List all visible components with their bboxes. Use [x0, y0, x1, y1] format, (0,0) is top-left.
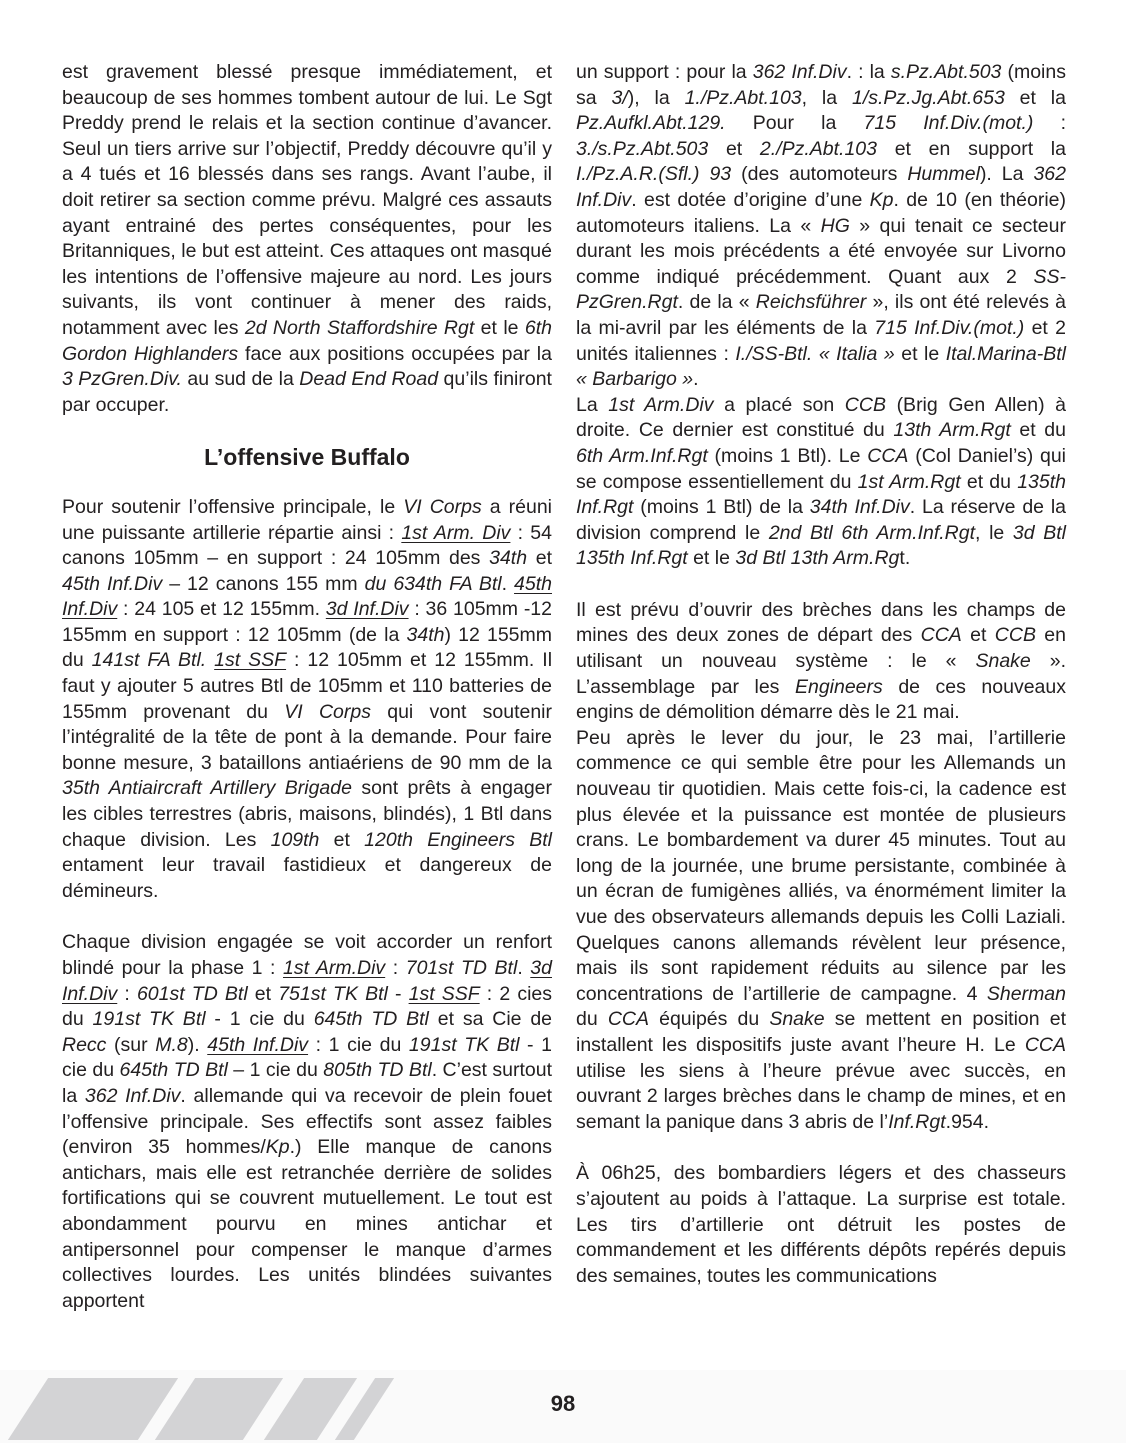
right-column — [576, 60, 1066, 1289]
paragraph: Pour soutenir l’offensive principale, le VI Corps a réuni une puissante artillerie répartie ainsi : 1st Arm. Div : 54 canons 105mm – en support : 24 105mm des 34th et 45th Inf.Div – 12 canons 155 mm du 634th FA Btl. 45th Inf.Div : 24 105 et 12 155mm. 3d Inf.Div : 36 105mm -12 155mm en support : 12 105mm (de la 34th) 12 155mm du 141st FA Btl. 1st SSF : 12 105mm et 12 155mm. Il faut y ajouter 5 autres Btl de 105mm et 110 batteries de 155mm provenant du VI Corps qui vont soutenir l’intégralité de la tête de pont à la demande. Pour faire bonne mesure, 3 bataillons antiaériens de 90 mm de la 35th Antiaircraft Artillery Brigade sont prêts à engager les cibles terrestres (abris, maisons, blindés), 1 Btl dans chaque division. Les 109th et 120th Engineers Btl entament leur travail fastidieux et dangereux de démineurs. — [62, 495, 553, 902]
paragraph: À 06h25, des bombardiers légers et des chasseurs s’ajoutent au poids à l’attaque. La surprise est totale. Les tirs d’artillerie ont détruit les postes de commandement et les différents dépôts repérés depuis des semaines, toutes les communications — [576, 1162, 1066, 1287]
page-footer — [0, 1370, 1126, 1443]
paragraph: Peu après le lever du jour, le 23 mai, l’artillerie commence ce qui semble être pour les Allemands un nouveau tir quotidien. Mais cette fois-ci, la cadence est plus élevée et la puissance est montée de plusieurs crans. Le bombardement va durer 45 minutes. Tout au long de la journée, une brume persistante, combinée à un écran de fumigènes alliés, va énormément limiter la vue des observateurs allemands depuis les Colli Laziali. Quelques canons allemands révèlent leur présence, mais ils sont rapidement réduits au silence par les concentrations de l’artillerie de campagne. 4 Sherman du CCA équipés du Snake se mettent en position et installent les dispositifs juste avant l’heure H. Le CCA utilise les siens à l’heure prévue avec succès, en ouvrant 2 larges brèches dans le champ de mines, et en semant la panique dans 3 abris de l’Inf.Rgt.954. — [576, 726, 1066, 1133]
section-heading: L’offensive Buffalo — [204, 444, 410, 471]
paragraph: un support : pour la 362 Inf.Div. : la s.Pz.Abt.503 (moins sa 3/), la 1./Pz.Abt.103, la 1/s.Pz.Jg.Abt.653 et la Pz.Aufkl.Abt.129. Pour la 715 Inf.Div.(mot.) : 3./s.Pz.Abt.503 et 2./Pz.Abt.103 et en support la I./Pz.A.R.(Sfl.) 93 (des automoteurs Hummel). La 362 Inf.Div. est dotée d’origine d’une Kp. de 10 (en théorie) automoteurs italiens. La « HG » qui tenait ce secteur durant les mois précédents a été envoyée sur Livorno comme indiqué précédemment. Quant aux 2 SS-PzGren.Rgt. de la « Reichsführer », ils ont été relevés à la mi-avril par les éléments de la 715 Inf.Div.(mot.) et 2 unités italiennes : I./SS-Btl. « Italia » et le Ital.Marina-Btl « Barbarigo ». — [576, 61, 1066, 391]
paragraph: Chaque division engagée se voit accorder un renfort blindé pour la phase 1 : 1st Arm.Div : 701st TD Btl. 3d Inf.Div : 601st TD Btl et 751st TK Btl - 1st SSF : 2 cies du 191st TK Btl - 1 cie du 645th TD Btl et sa Cie de Recc (sur M.8). 45th Inf.Div : 1 cie du 191st TK Btl - 1 cie du 645th TD Btl – 1 cie du 805th TD Btl. C’est surtout la 362 Inf.Div. allemande qui va recevoir de plein fouet l’offensive principale. Ses effectifs sont assez faibles (environ 35 hommes/Kp.) Elle manque de canons antichars, mais elle est retranchée derrière de solides fortifications qui se couvrent mutuellement. Le tout est abondamment pourvu en mines antichar et antipersonnel pour compenser le manque d’armes collectives lourdes. Les unités blindées suivantes apportent — [62, 931, 553, 1312]
left-column — [62, 60, 552, 1314]
paragraph: La 1st Arm.Div a placé son CCB (Brig Gen Allen) à droite. Ce dernier est constitué du 13th Arm.Rgt et du 6th Arm.Inf.Rgt (moins 1 Btl). Le CCA (Col Daniel’s) qui se compose essentiellement du 1st Arm.Rgt et du 135th Inf.Rgt (moins 1 Btl) de la 34th Inf.Div. La réserve de la division comprend le 2nd Btl 6th Arm.Inf.Rgt, le 3d Btl 135th Inf.Rgt et le 3d Btl 13th Arm.Rgt. — [576, 393, 1066, 570]
page-number: 98 — [550, 1391, 576, 1416]
paragraph: Il est prévu d’ouvrir des brèches dans les champs de mines des deux zones de départ des CCA et CCB en utilisant un nouveau système : le « Snake ». L’assemblage par les Engineers de ces nouveaux engins de démolition démarre dès le 21 mai. — [576, 598, 1066, 724]
paragraph: est gravement blessé presque immédiatement, et beaucoup de ses hommes tombent autour de lui. Le Sgt Preddy prend le relais et la section continue d’avancer. Seul un tiers arrive sur l’objectif, Preddy découvre qu’il y a 4 tués et 16 blessés dans ses rangs. Avant l’aube, il doit retirer sa section comme prévu. Malgré ces assauts ayant entrainé des pertes conséquentes, pour les Britanniques, le but est atteint. Ces attaques ont masqué les intentions de l’offensive majeure au nord. Les jours suivants, ils vont continuer à mener des raids, notamment avec les 2d North Staffordshire Rgt et le 6th Gordon Highlanders face aux positions occupées par la 3 PzGren.Div. au sud de la Dead End Road qu’ils finiront par occuper. — [62, 61, 552, 416]
